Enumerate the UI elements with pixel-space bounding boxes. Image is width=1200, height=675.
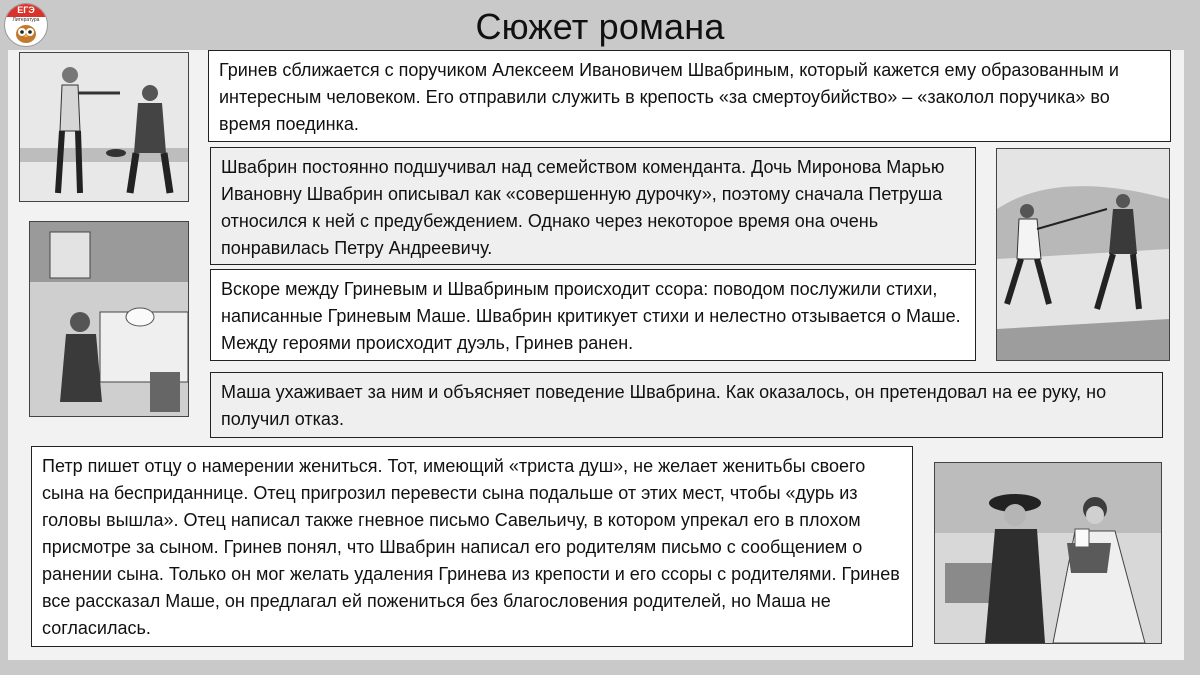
illustration-duel-scene (996, 148, 1170, 361)
paragraph-text-2: Швабрин постоянно подшучивал над семейством коменданта. Дочь Миронова Марью Ивановну Швабрин описывал как «совершенную дурочку», поэтому сначала Петруша относился к ней с предубеждением. Однако через некоторое время она очень понравилась Петру Андреевичу. (221, 157, 945, 258)
logo-top-text: ЕГЭ (5, 4, 47, 17)
paragraph-box-5 (31, 446, 913, 647)
illustration-couple-letter (934, 462, 1162, 644)
engraving-image (20, 53, 188, 201)
engraving-image (30, 222, 188, 416)
paragraph-box-4 (210, 372, 1163, 438)
paragraph-box-3 (210, 269, 976, 361)
paragraph-box-1 (208, 50, 1171, 142)
illustration-sickbed-scene (29, 221, 189, 417)
paragraph-text-3: Вскоре между Гриневым и Швабриным происходит ссора: поводом послужили стихи, написанные Гриневым Маше. Швабрин критикует стихи и нелестно отзывается о Маше. Между героями происходит дуэль, Гринев ранен. (221, 279, 961, 353)
page-title: Сюжет романа (475, 6, 725, 47)
engraving-image (935, 463, 1161, 643)
paragraph-text-5: Петр пишет отцу о намерении жениться. Тот, имеющий «триста душ», не желает женитьбы своего сына на бесприданнице. Отец пригрозил перевести сына подальше от этих мест, чтобы «дурь из головы вышла». Отец написал также гневное письмо Савельичу, в котором упрекал его в плохом присмотре за сыном. Гринев понял, что Швабрин написал его родителям письмо с сообщением о ранении сына. Только он мог желать удаления Гринева из крепости и его ссоры с родителями. Гринев все рассказал Маше, он предлагал ей пожениться без благословения родителей, но Маша не согласилась. (42, 456, 900, 638)
paragraph-box-2 (210, 147, 976, 265)
paragraph-text-1: Гринев сближается с поручиком Алексеем Ивановичем Швабриным, который кажется ему образованным и интересным человеком. Его отправили служить в крепость «за смертоубийство» – «заколол поручика» во время поединка. (219, 60, 1119, 134)
logo-sub-text: Литература (12, 17, 40, 23)
illustration-two-men-talking (19, 52, 189, 202)
paragraph-text-4: Маша ухаживает за ним и объясняет поведение Швабрина. Как оказалось, он претендовал на ее руку, но получил отказ. (221, 382, 1107, 429)
engraving-image (997, 149, 1169, 360)
